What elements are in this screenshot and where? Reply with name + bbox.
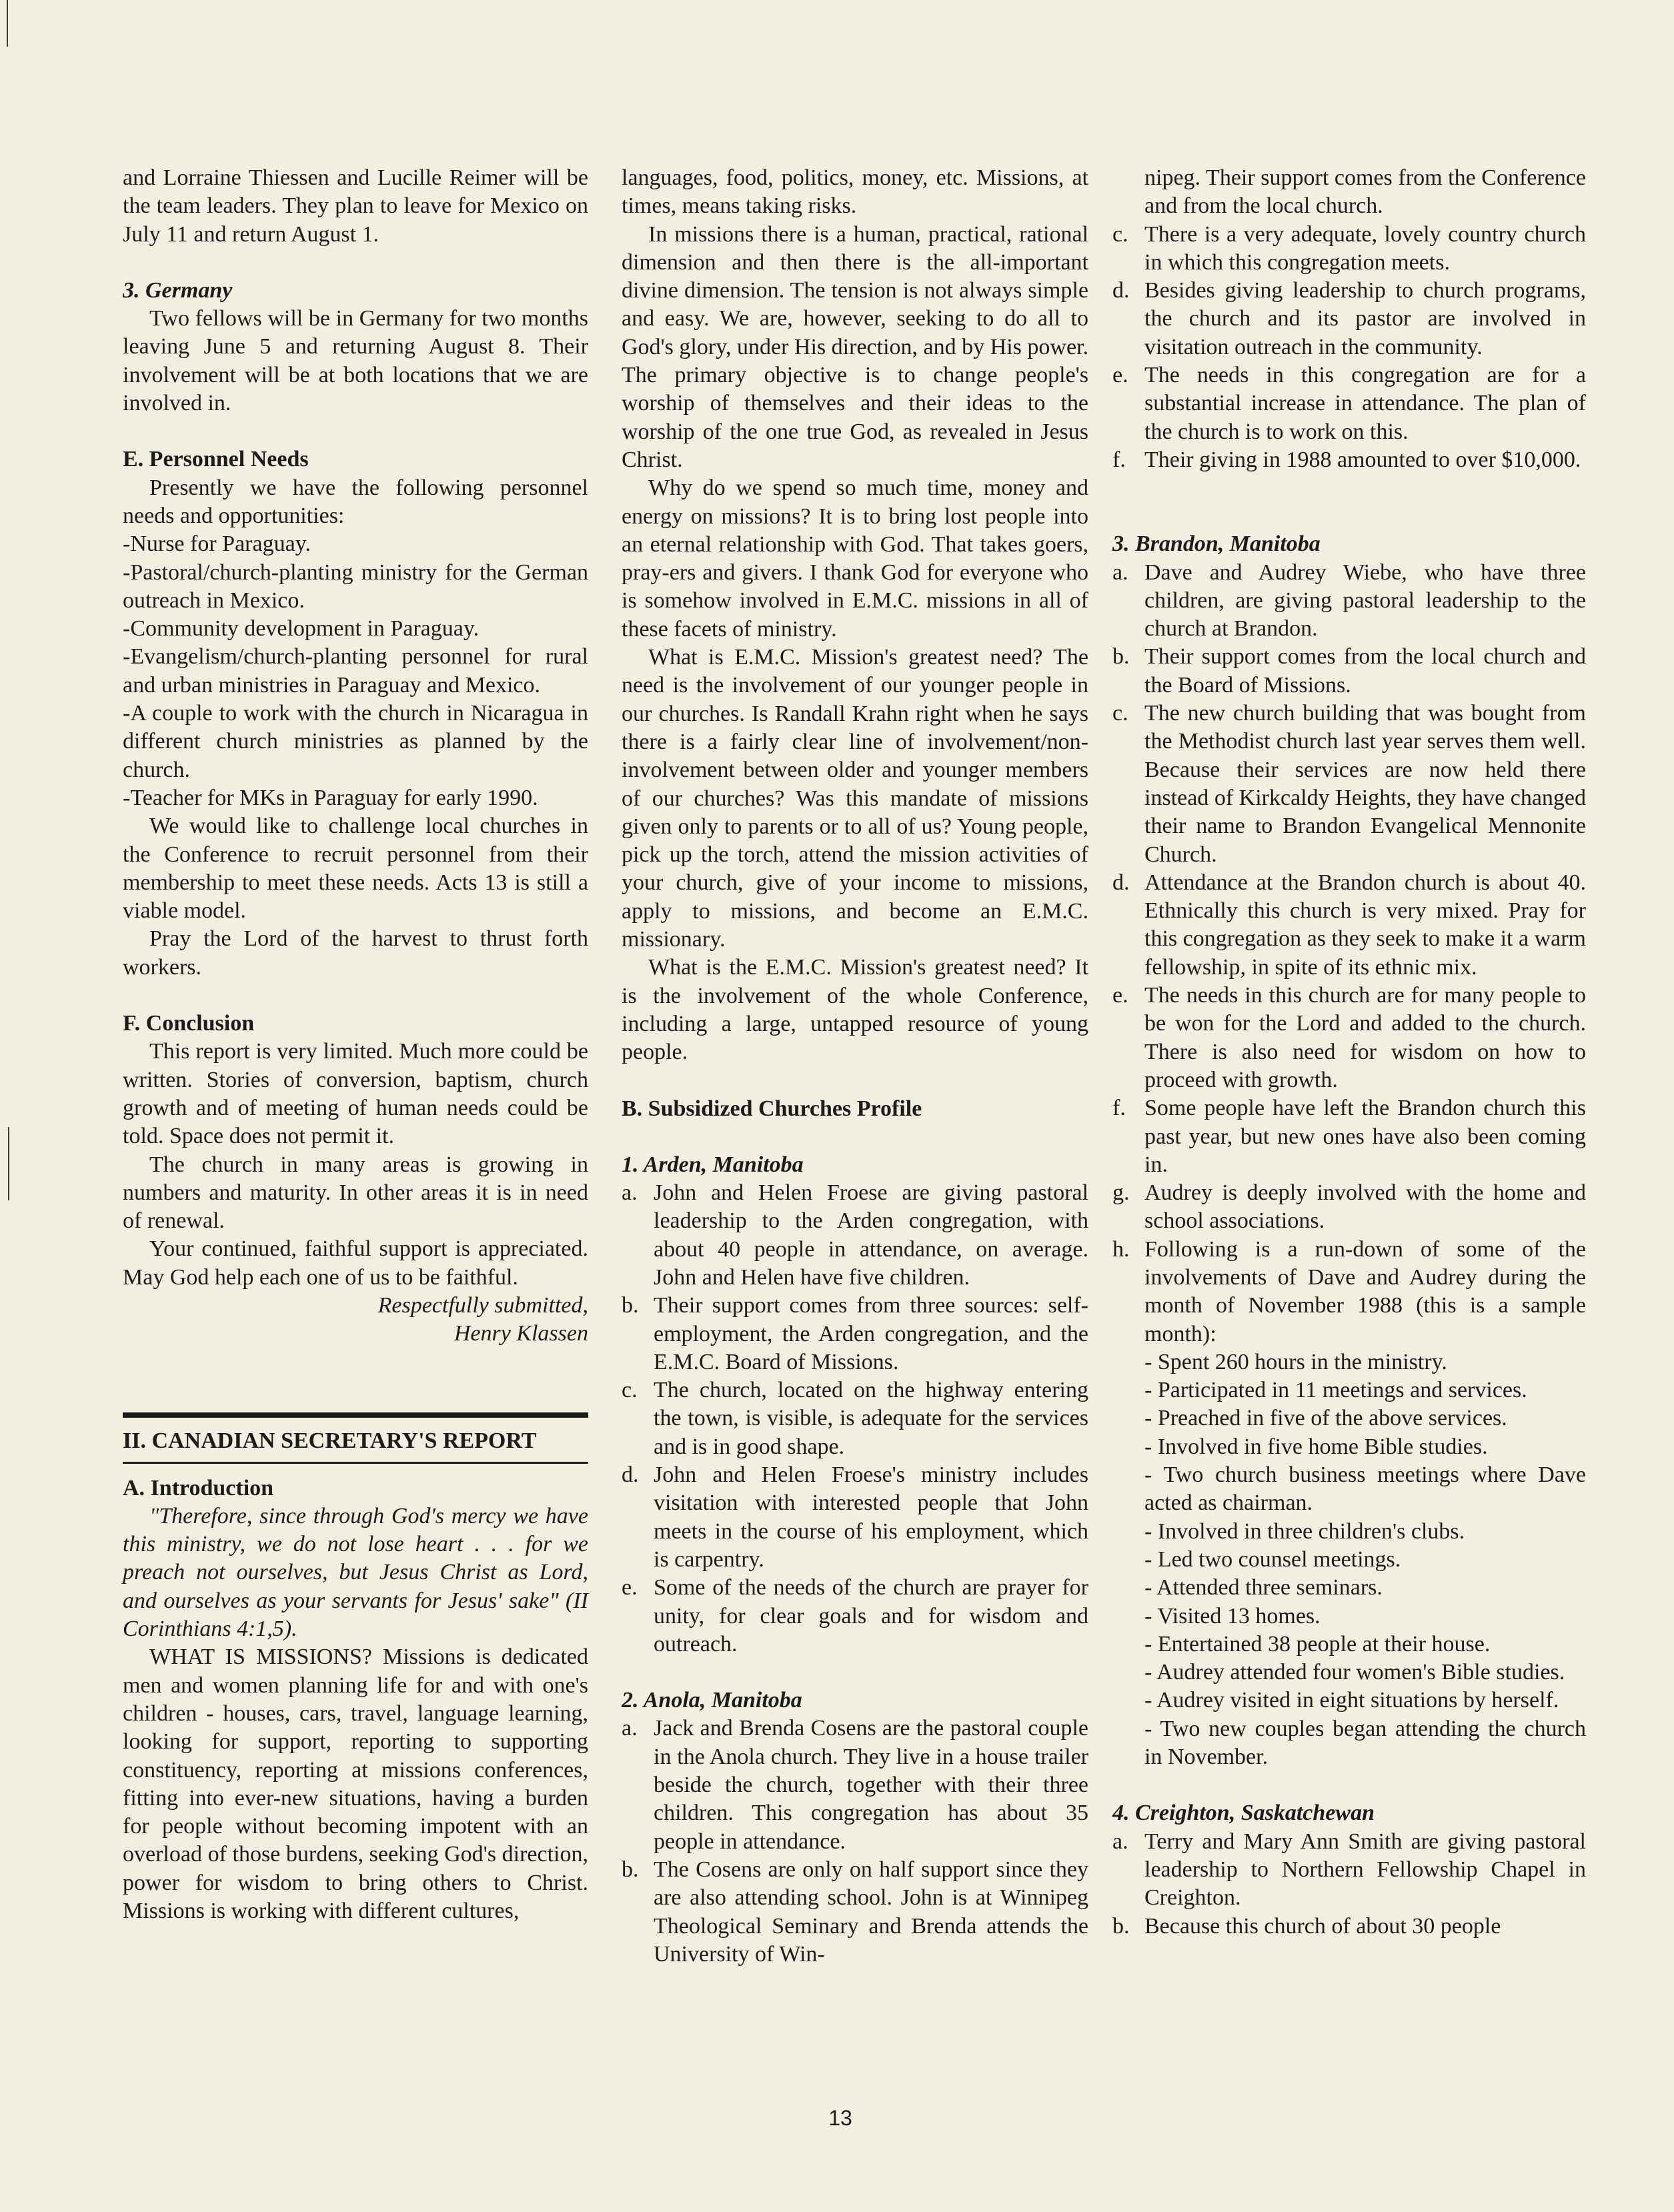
heading-creighton: 4. Creighton, Saskatchewan: [1112, 1801, 1375, 1826]
need-item: -Pastoral/church-planting ministry for the German outreach in Mexico.: [123, 560, 588, 613]
heading-conclusion: F. Conclusion: [123, 1011, 255, 1036]
list-item-arden: c. The church, located on the highway entering the town, is visible, is adequate for the services and is in good shape.: [622, 1378, 1088, 1459]
section-title-canadian-report: II. CANADIAN SECRETARY'S REPORT: [123, 1428, 537, 1453]
list-item-creighton: a. Terry and Mary Ann Smith are giving pastoral leadership to Northern Fellowship Chapel in Creighton.: [1112, 1829, 1586, 1911]
list-item-creighton: b. Because this church of about 30 people: [1112, 1913, 1501, 1939]
list-item-arden: a. John and Helen Froese are giving pastoral leadership to the Arden congregation, with about 40 people in attendance, on average. John and Helen have five children.: [622, 1180, 1088, 1290]
november-item: - Visited 13 homes.: [1144, 1603, 1321, 1628]
list-item-arden: b. Their support comes from three sources: self-employment, the Arden congregation, and the E.M.C. Board of Missions.: [622, 1293, 1088, 1374]
november-item: - Two new couples began attending the church in November.: [1144, 1716, 1586, 1770]
heading-subsidized-churches: B. Subsidized Churches Profile: [622, 1096, 922, 1121]
section-divider-thick: [123, 1412, 588, 1418]
heading-brandon: 3. Brandon, Manitoba: [1112, 531, 1321, 557]
list-item-brandon: b. Their support comes from the local church and the Board of Missions.: [1112, 644, 1586, 698]
paragraph-greatest-need-conference: What is the E.M.C. Mission's greatest need? It is the involvement of the whole Conference, including a large, untapped resource of young people.: [622, 955, 1088, 1065]
paragraph-germany: Two fellows will be in Germany for two months leaving June 5 and returning August 8. Their involvement will be at both locations that we are involved in.: [123, 306, 588, 416]
list-item-brandon: d. Attendance at the Brandon church is about 40. Ethnically this church is very mixed. Pray for this congregation as they seek to make it a warm fellowship, in spite of its ethnic mix.: [1112, 870, 1586, 980]
november-item: - Led two counsel meetings.: [1144, 1546, 1401, 1572]
paragraph-conclusion-3: Your continued, faithful support is appreciated. May God help each one of us to be faithful.: [123, 1236, 588, 1290]
november-item: - Participated in 11 meetings and services.: [1144, 1378, 1527, 1403]
heading-arden: 1. Arden, Manitoba: [622, 1152, 804, 1177]
need-item: -Evangelism/church-planting personnel for rural and urban ministries in Paraguay and Mexico.: [123, 644, 588, 698]
paragraph-missions-cont: languages, food, politics, money, etc. Missions, at times, means taking risks.: [622, 165, 1088, 219]
list-item-brandon: e. The needs in this church are for many people to be won for the Lord and added to the church. There is also need for wisdom on how to proceed with growth.: [1112, 983, 1586, 1092]
anola-support-cont: nipeg. Their support comes from the Conference and from the local church.: [1144, 165, 1586, 219]
need-item: -Teacher for MKs in Paraguay for early 1990.: [123, 785, 538, 810]
paragraph-greatest-need: What is E.M.C. Mission's greatest need? The need is the involvement of our younger people in our churches. Is Randall Krahn right when he says there is a fairly clear line of involvement/non-involvement between older and younger members of our churches? Was this mandate of missions given only to parents or to all of us? Young people, pick up the torch, attend the mission activities of your church, give of your income to missions, apply to missions, and become an E.M.C. missionary.: [622, 645, 1088, 952]
heading-introduction: A. Introduction: [123, 1475, 274, 1500]
list-item-brandon: h. Following is a run-down of some of the involvements of Dave and Audrey during the month of November 1988 (this is a sample month):: [1112, 1236, 1586, 1346]
november-item: - Audrey attended four women's Bible studies.: [1144, 1660, 1565, 1685]
heading-anola: 2. Anola, Manitoba: [622, 1688, 802, 1713]
november-item: - Two church business meetings where Dave acted as chairman.: [1144, 1462, 1586, 1516]
list-item-arden: e. Some of the needs of the church are prayer for unity, for clear goals and for wisdom and outreach.: [622, 1575, 1088, 1656]
heading-personnel-needs: E. Personnel Needs: [123, 447, 309, 472]
list-item-anola: f. Their giving in 1988 amounted to over $10,000.: [1112, 447, 1581, 472]
scan-edge-mark-middle: [8, 1127, 9, 1200]
list-item-brandon: f. Some people have left the Brandon church this past year, but new ones have also been coming in.: [1112, 1096, 1586, 1177]
need-item: -Community development in Paraguay.: [123, 616, 480, 642]
paragraph-why-missions: Why do we spend so much time, money and energy on missions? It is to bring lost people into an eternal relationship with God. That takes goers, pray-ers and givers. I thank God for everyone who is somehow involved in E.M.C. missions in all of these facets of ministry.: [622, 475, 1088, 642]
list-item-anola: e. The needs in this congregation are for a substantial increase in attendance. The plan of the church is to work on this.: [1112, 363, 1586, 444]
paragraph-challenge: We would like to challenge local churches in the Conference to recruit personnel from their membership to meet these needs. Acts 13 is still a viable model.: [123, 814, 588, 924]
paragraph-dimensions: In missions there is a human, practical, rational dimension and then there is the all-important divine dimension. The tension is not always simple and easy. We are, however, seeking to do all to God's glory, under His direction, and by His power. The primary objective is to change people's worship of themselves and their ideas to the worship of the one true God, as revealed in Jesus Christ.: [622, 221, 1088, 472]
column-right: [1112, 164, 1586, 1941]
november-item: - Attended three seminars.: [1144, 1575, 1383, 1600]
list-item-arden: d. John and Helen Froese's ministry includes visitation with interested people that John meets in the course of his employment, which is carpentry.: [622, 1462, 1088, 1572]
november-item: - Preached in five of the above services.: [1144, 1406, 1507, 1431]
november-item: - Entertained 38 people at their house.: [1144, 1631, 1491, 1656]
paragraph-mexico-team: and Lorraine Thiessen and Lucille Reimer will be the team leaders. They plan to leave for Mexico on July 11 and return August 1.: [123, 165, 588, 247]
heading-germany: 3. Germany: [123, 277, 233, 303]
list-item-anola: c. There is a very adequate, lovely country church in which this congregation meets.: [1112, 221, 1586, 275]
november-item: - Involved in five home Bible studies.: [1144, 1434, 1488, 1459]
signoff-line-1: Respectfully submitted,: [377, 1292, 588, 1318]
signoff-name: Henry Klassen: [454, 1321, 588, 1346]
list-item-brandon: c. The new church building that was bought from the Methodist church last year serves them well. Because their services are now held there instead of Kirkcaldy Heights, they have changed their name to Brandon Evangelical Mennonite Church.: [1112, 701, 1586, 867]
list-item-anola: a. Jack and Brenda Cosens are the pastoral couple in the Anola church. They live in a house trailer beside the church, together with their three children. This congregation has about 35 people in attendance.: [622, 1716, 1088, 1854]
november-item: - Audrey visited in eight situations by herself.: [1144, 1688, 1559, 1713]
scan-edge-mark-top: [7, 0, 8, 47]
section-divider-thin: [123, 1462, 588, 1464]
need-item: -Nurse for Paraguay.: [123, 531, 311, 557]
paragraph-what-is-missions: WHAT IS MISSIONS? Missions is dedicated men and women planning life for and with one's children - houses, cars, travel, language learning, looking for support, reporting to supporting constituency, reporting at missions conferences, fitting into ever-new situations, having a burden for people without becoming impotent with an overload of those burdens, seeking God's direction, power for wisdom to bring others to Christ. Missions is working with different cultures,: [123, 1644, 588, 1924]
list-item-anola: b. The Cosens are only on half support since they are also attending school. John is at Winnipeg Theological Seminary and Brenda attends the University of Win-: [622, 1857, 1088, 1967]
scripture-quote: "Therefore, since through God's mercy we have this ministry, we do not lose heart . . . for we preach not ourselves, but Jesus Christ as Lord, and ourselves as your servants for Jesus' sake" (II Corinthians 4:1,5).: [123, 1503, 588, 1642]
page-number: 13: [828, 2106, 852, 2130]
paragraph-pray: Pray the Lord of the harvest to thrust forth workers.: [123, 926, 588, 980]
column-middle: [622, 164, 1088, 1969]
need-item: -A couple to work with the church in Nicaragua in different church ministries as planned by the church.: [123, 701, 588, 782]
paragraph-conclusion-2: The church in many areas is growing in numbers and maturity. In other areas it is in need of renewal.: [123, 1152, 588, 1234]
list-item-brandon: g. Audrey is deeply involved with the home and school associations.: [1112, 1180, 1586, 1234]
november-item: - Spent 260 hours in the ministry.: [1144, 1349, 1447, 1374]
list-item-brandon: a. Dave and Audrey Wiebe, who have three children, are giving pastoral leadership to the church at Brandon.: [1112, 560, 1586, 642]
paragraph-personnel-intro: Presently we have the following personnel needs and opportunities:: [123, 475, 588, 528]
column-left: [123, 164, 588, 1925]
list-item-anola: d. Besides giving leadership to church programs, the church and its pastor are involved in visitation outreach in the community.: [1112, 278, 1586, 359]
paragraph-conclusion-1: This report is very limited. Much more could be written. Stories of conversion, baptism, church growth and of meeting of human needs could be told. Space does not permit it.: [123, 1039, 588, 1149]
november-item: - Involved in three children's clubs.: [1144, 1518, 1465, 1544]
